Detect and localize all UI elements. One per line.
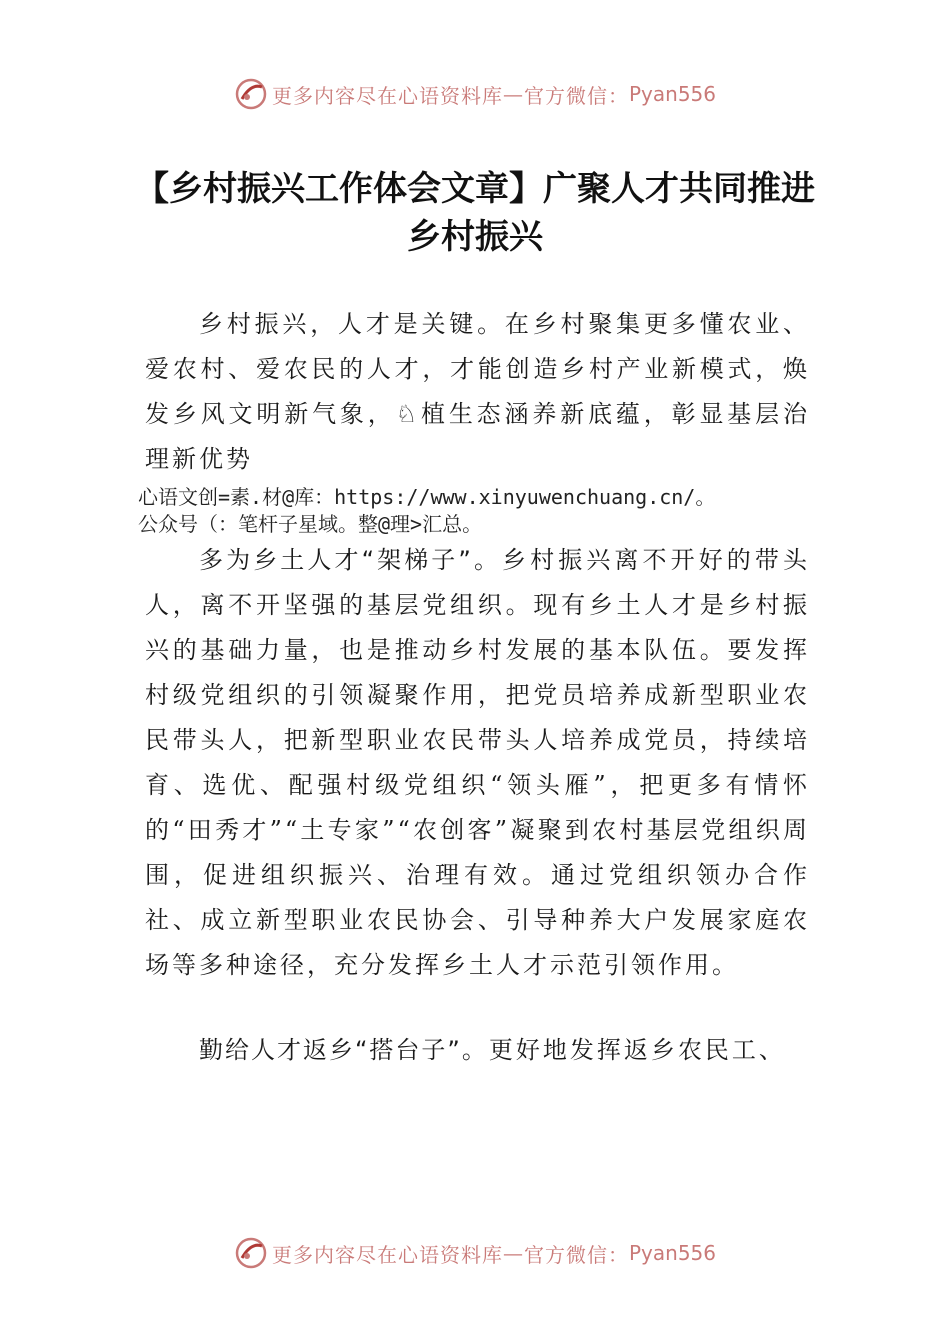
banner-text: 更多内容尽在心语资料库 bbox=[271, 1242, 503, 1267]
banner-separator: — bbox=[502, 82, 524, 106]
banner-wechat-id: Pyan556 bbox=[628, 82, 716, 106]
header-banner bbox=[0, 74, 950, 114]
paragraph-ladder bbox=[145, 538, 810, 988]
brand-logo-icon bbox=[234, 1236, 268, 1270]
banner-text: 更多内容尽在心语资料库 bbox=[271, 83, 503, 108]
paragraph-intro: 乡村振兴，人才是关键。在乡村聚集更多懂农业、爱农村、爱农民的人才，才能创造乡村产业新模式，焕发乡风文明新气象，♘植生态涵养新底蕴，彰显基层治理新优势 bbox=[145, 310, 810, 473]
paragraph-body: 。更好地发挥返乡农民工、 bbox=[461, 1036, 786, 1064]
paragraph-body: 。乡村振兴离不开好的带头人，离不开坚强的基层党组织。现有乡土人才是乡村振兴的基础力量，也是推动乡村发展的基本队伍。要发挥村级党组织的引领凝聚作用，把党员培养成新型职业农民带头人，把新型职业农民带头人培养成党员，持续培育、选优、配强村级党组织“领头雁”，把更多有情怀的“田秀才”“土专家”“农创客”凝聚到农村基层党组织周围，促进组织振兴、治理有效。通过党组织领办合作社、成立新型职业农民协会、引导种养大户发展家庭农场等多种途径，充分发挥乡土人才示范引领作用。 bbox=[145, 546, 811, 979]
banner-wechat-label: 官方微信： bbox=[523, 1242, 629, 1267]
source-note bbox=[138, 484, 838, 538]
source-note-line: 公众号（：笔杆子星域。整@理>汇总。 bbox=[138, 512, 483, 536]
document-title: 【乡村振兴工作体会文章】广聚人才共同推进乡村振兴 bbox=[135, 169, 815, 257]
footer-banner bbox=[0, 1233, 950, 1273]
banner-wechat-label: 官方微信： bbox=[523, 83, 629, 108]
paragraph-heading: 勤给人才返乡“搭台子” bbox=[199, 1036, 462, 1064]
source-note-line: 心语文创=素.材@库：https://www.xinyuwenchuang.cn/。 bbox=[138, 485, 716, 509]
banner-wechat-id: Pyan556 bbox=[628, 1241, 716, 1265]
banner-separator: — bbox=[502, 1241, 524, 1265]
paragraph-heading: 多为乡土人才“架梯子” bbox=[199, 546, 473, 574]
paragraph-platform bbox=[145, 1028, 810, 1073]
brand-logo-icon bbox=[234, 77, 268, 111]
